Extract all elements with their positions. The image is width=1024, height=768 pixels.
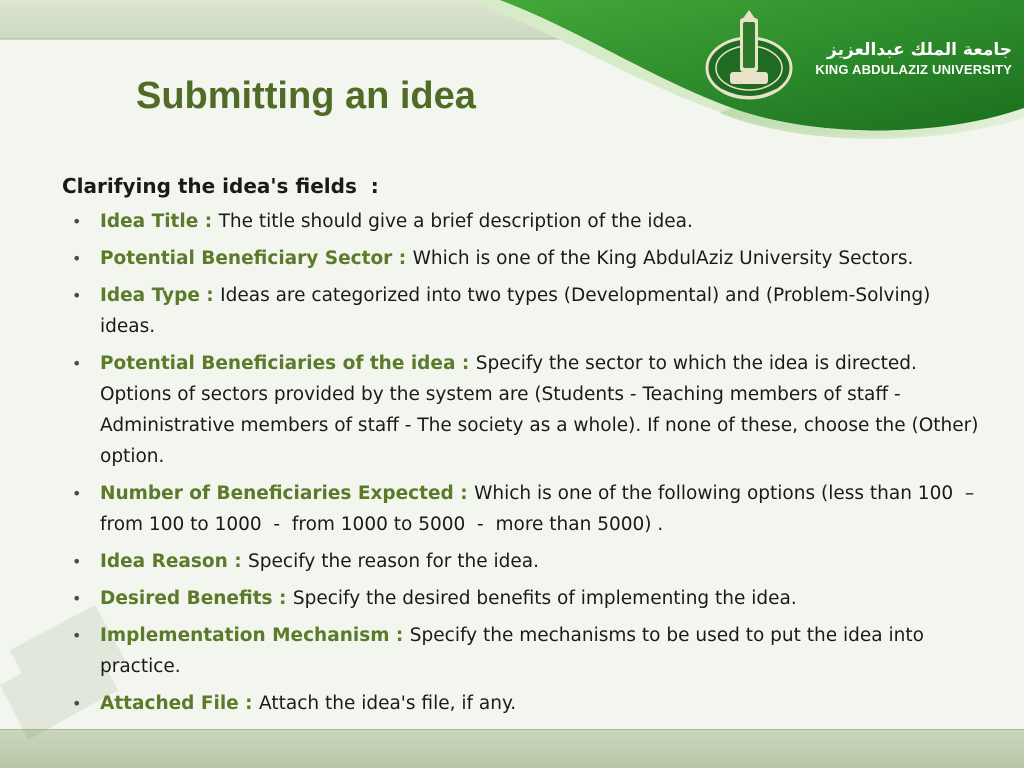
field-description: Which is one of the King AbdulAziz University Sectors.	[412, 248, 914, 269]
content-body	[62, 172, 986, 725]
field-description: Specify the desired benefits of implementing the idea.	[292, 588, 797, 609]
field-item-beneficiaries-number	[62, 478, 986, 540]
field-label: Number of Beneficiaries Expected :	[100, 483, 475, 504]
field-item-implementation	[62, 620, 982, 682]
bullet-icon: •	[72, 484, 82, 503]
university-name	[815, 40, 1012, 79]
bullet-icon: •	[72, 212, 82, 231]
field-description: The title should give a brief description of the idea.	[218, 211, 693, 232]
bullet-icon: •	[72, 694, 82, 713]
field-label: Desired Benefits :	[100, 588, 293, 609]
field-label: Idea Type :	[100, 285, 221, 306]
field-item-desired-benefits	[62, 583, 982, 614]
bullet-icon: •	[72, 589, 82, 608]
field-item-beneficiaries	[62, 348, 985, 472]
university-name-arabic: جامعة الملك عبدالعزيز	[827, 40, 1012, 60]
field-description: Specify the mechanisms to be used to put the idea into practice.	[100, 625, 930, 677]
field-label: Potential Beneficiary Sector :	[100, 248, 413, 269]
field-description: Ideas are categorized into two types (Developmental) and (Problem-Solving) ideas.	[100, 285, 937, 337]
field-label: Implementation Mechanism :	[100, 625, 410, 646]
bullet-icon: •	[72, 249, 82, 268]
bullet-icon: •	[72, 354, 82, 373]
field-description: Specify the reason for the idea.	[248, 551, 540, 572]
bullet-icon: •	[72, 286, 82, 305]
field-label: Potential Beneficiaries of the idea :	[100, 353, 476, 374]
field-item-beneficiary-sector	[62, 243, 982, 274]
field-item-idea-type	[62, 280, 982, 342]
fields-list	[62, 206, 986, 719]
field-item-idea-title	[62, 206, 982, 237]
page-title: Submitting an idea	[136, 75, 476, 117]
bottom-band	[0, 730, 1024, 768]
field-label: Attached File :	[100, 693, 260, 714]
field-description: Attach the idea's file, if any.	[259, 693, 517, 714]
field-description: Specify the sector to which the idea is directed. Options of sectors provided by the system are (Students - Teaching members of staff - Administrative members of staff - The society as a whole). If none of these, choose the (Other) option.	[100, 353, 985, 467]
university-name-english: KING ABDULAZIZ UNIVERSITY	[815, 62, 1012, 77]
bullet-icon: •	[72, 626, 82, 645]
field-label: Idea Reason :	[100, 551, 249, 572]
field-label: Idea Title :	[100, 211, 219, 232]
university-emblem-icon	[704, 8, 794, 112]
bullet-icon: •	[72, 552, 82, 571]
fields-intro: Clarifying the idea's fields :	[62, 174, 379, 198]
field-item-attached-file	[62, 688, 982, 719]
field-description: Which is one of the following options (less than 100 – from 100 to 1000 - from 1000 to 5000 - more than 5000) .	[100, 483, 986, 535]
field-item-idea-reason	[62, 546, 982, 577]
